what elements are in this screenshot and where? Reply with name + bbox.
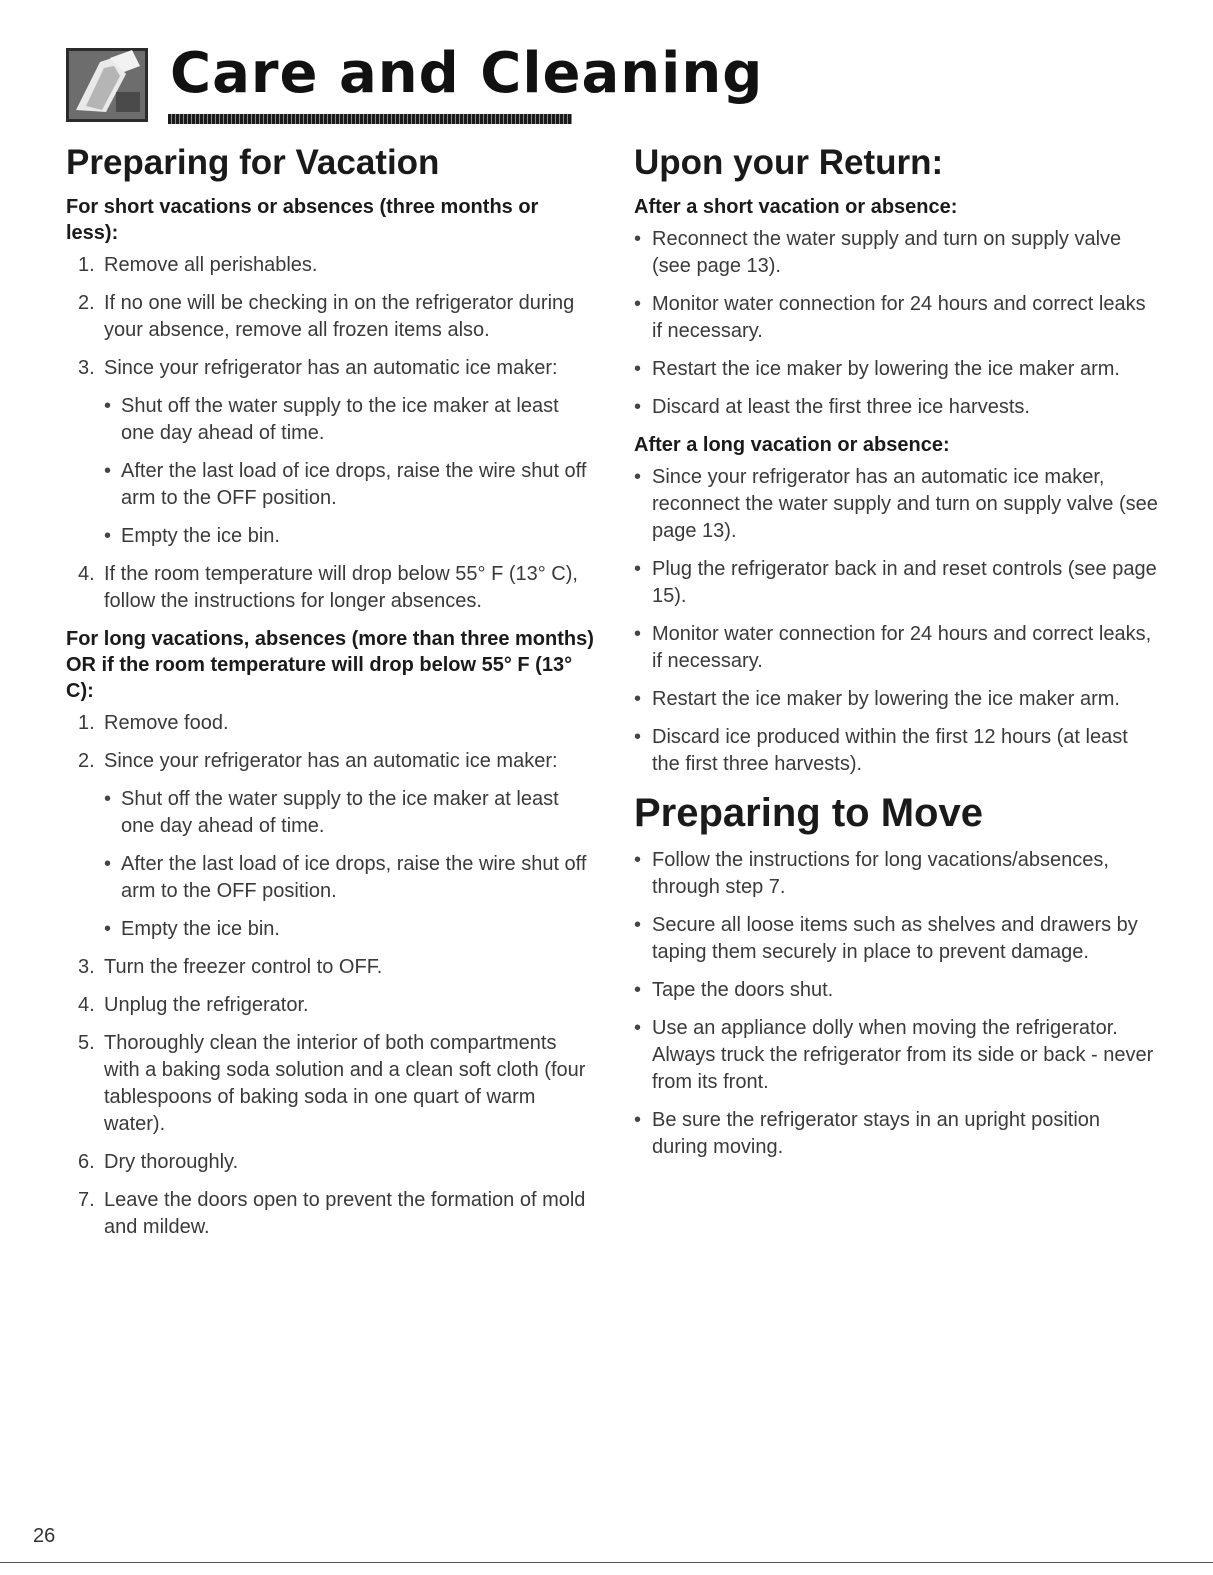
bullet-item: • Be sure the refrigerator stays in an upright position during moving. [634,1109,1101,1158]
right-column [634,142,1159,1172]
vacation-heading: Preparing for Vacation [66,143,440,182]
bullet-item: • Plug the refrigerator back in and reset controls (see page 15). [634,558,1157,607]
list-item: 4. If the room temperature will drop below 55° F (13° C), follow the instructions for longer absences. [78,563,578,612]
bullet-item: • Restart the ice maker by lowering the ice maker arm. [634,358,1120,380]
long-vacation-heading: For long vacations, absences (more than three months) OR if the room temperature will drop below 55° F (13° C): [66,628,594,702]
bullet-item: • Monitor water connection for 24 hours and correct leaks, if necessary. [634,623,1152,672]
move-heading: Preparing to Move [634,791,983,835]
return-heading: Upon your Return: [634,143,944,182]
left-column [66,142,596,1252]
sub-list-item: • After the last load of ice drops, raise the wire shut off arm to the OFF position. [104,460,587,509]
list-item: 2. Since your refrigerator has an automatic ice maker: [78,750,558,772]
bullet-item: • Secure all loose items such as shelves and drawers by taping them securely in place to prevent damage. [634,914,1138,963]
bullet-item: • Follow the instructions for long vacations/absences, through step 7. [634,849,1109,898]
bullet-item: • Since your refrigerator has an automatic ice maker, reconnect the water supply and turn on supply valve (see page 13). [634,466,1158,542]
list-item: 6. Dry thoroughly. [78,1151,239,1173]
bullet-item: • Restart the ice maker by lowering the ice maker arm. [634,688,1120,710]
bullet-item: • Discard at least the first three ice harvests. [634,396,1030,418]
list-item: 3. Since your refrigerator has an automatic ice maker: [78,357,558,379]
list-item: 1. Remove all perishables. [78,254,318,276]
bullet-item: • Discard ice produced within the first 12 hours (at least the first three harvests). [634,726,1128,775]
page-number: 26 [33,1525,56,1547]
short-return-heading: After a short vacation or absence: [634,196,958,218]
page-header [66,40,764,130]
title-underline [168,114,572,124]
sub-list-item: • Shut off the water supply to the ice maker at least one day ahead of time. [104,788,559,837]
sub-list-item: • Empty the ice bin. [104,525,280,547]
list-item: 2. If no one will be checking in on the refrigerator during your absence, remove all frozen items also. [78,292,575,341]
sub-list-item: • Shut off the water supply to the ice maker at least one day ahead of time. [104,395,559,444]
list-item: 5. Thoroughly clean the interior of both compartments with a baking soda solution and a clean soft cloth (four tablespoons of baking soda in one quart of warm water). [78,1032,586,1135]
list-item: 3. Turn the freezer control to OFF. [78,956,383,978]
sub-list-item: • After the last load of ice drops, raise the wire shut off arm to the OFF position. [104,853,587,902]
bullet-item: • Reconnect the water supply and turn on supply valve (see page 13). [634,228,1122,277]
list-item: 1. Remove food. [78,712,229,734]
bullet-item: • Tape the doors shut. [634,979,834,1001]
cleaning-brush-icon [66,48,148,122]
section-title: Care and Cleaning [170,41,764,106]
list-item: 7. Leave the doors open to prevent the formation of mold and mildew. [78,1189,586,1238]
bullet-item: • Monitor water connection for 24 hours and correct leaks if necessary. [634,293,1146,342]
bottom-rule [0,1562,1213,1563]
sub-list-item: • Empty the ice bin. [104,918,280,940]
short-vacation-heading: For short vacations or absences (three months or less): [66,196,539,244]
list-item: 4. Unplug the refrigerator. [78,994,309,1016]
long-return-heading: After a long vacation or absence: [634,434,950,456]
bullet-item: • Use an appliance dolly when moving the refrigerator. Always truck the refrigerator from its side or back - never from its front. [634,1017,1154,1093]
